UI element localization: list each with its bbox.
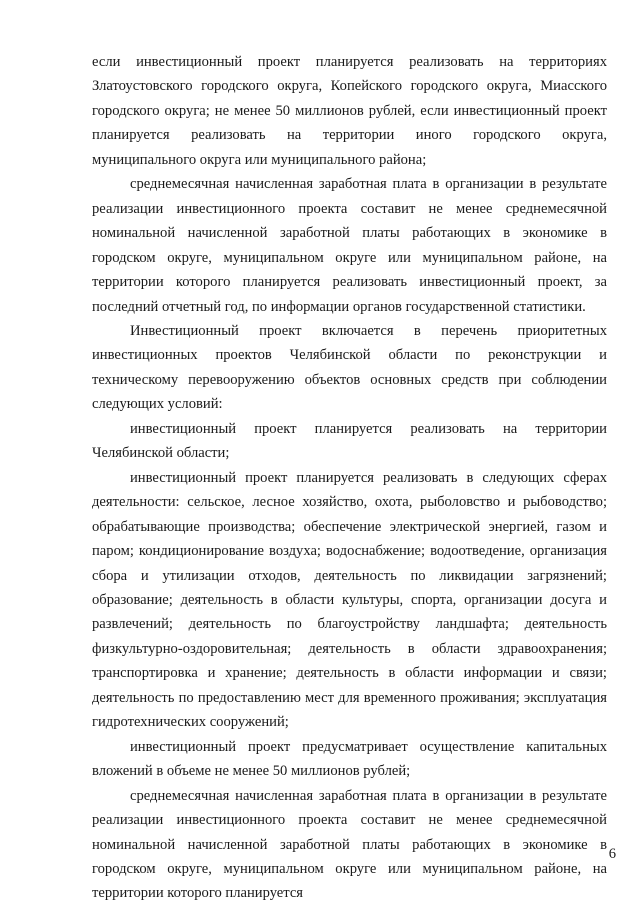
- paragraph-territory-condition: инвестиционный проект планируется реализовать на территории Челябинской области;: [92, 420, 607, 462]
- paragraph-capital-investment: инвестиционный проект предусматривает осуществление капитальных вложений в объеме не менее 50 миллионов рублей;: [92, 738, 607, 780]
- page-number: 6: [608, 846, 616, 862]
- paragraph-average-salary-condition: среднемесячная начисленная заработная плата в организации в результате реализации инвестиционного проекта составит не менее среднемесячной номинальной начисленной заработной платы работающих в экономике в городском округе, муниципальном округе или муниципальном районе, на территории которого планируется реализовать инвестиционный проект, за последний отчетный год, по информации органов государственной статистики.: [92, 176, 607, 315]
- paragraph-average-salary-condition-2: среднемесячная начисленная заработная плата в организации в результате реализации инвестиционного проекта составит не менее среднемесячной номинальной начисленной заработной платы работающих в экономике в городском округе, муниципальном округе или муниципальном районе, на территории которого планируется: [92, 787, 607, 902]
- paragraph-priority-projects-intro: Инвестиционный проект включается в перечень приоритетных инвестиционных проектов Челябинской области по реконструкции и техническому перевооружению объектов основных средств при соблюдении следующих условий:: [92, 322, 607, 413]
- paragraph-activity-spheres: инвестиционный проект планируется реализовать в следующих сферах деятельности: сельское, лесное хозяйство, охота, рыболовство и рыбоводство; обрабатывающие производства; обеспечение электрической энергией, газом и паром; кондиционирование воздуха; водоснабжение; водоотведение, организация сбора и утилизации отходов, деятельность по ликвидации загрязнений; образование; деятельность в области культуры, спорта, организации досуга и развлечений; деятельность по благоустройству ландшафта; деятельность физкультурно-оздоровительная; деятельность в области здравоохранения; транспортировка и хранение; деятельность в области информации и связи; деятельность по предоставлению мест для временного проживания; эксплуатация гидротехнических сооружений;: [92, 469, 607, 731]
- paragraph-continuation: если инвестиционный проект планируется реализовать на территориях Златоустовского городского округа, Копейского городского округа, Миасского городского округа; не менее 50 миллионов рублей, если инвестиционный проект планируется реализовать на территории иного городского округа, муниципального округа или муниципального района;: [92, 54, 607, 168]
- body-text: [92, 50, 607, 906]
